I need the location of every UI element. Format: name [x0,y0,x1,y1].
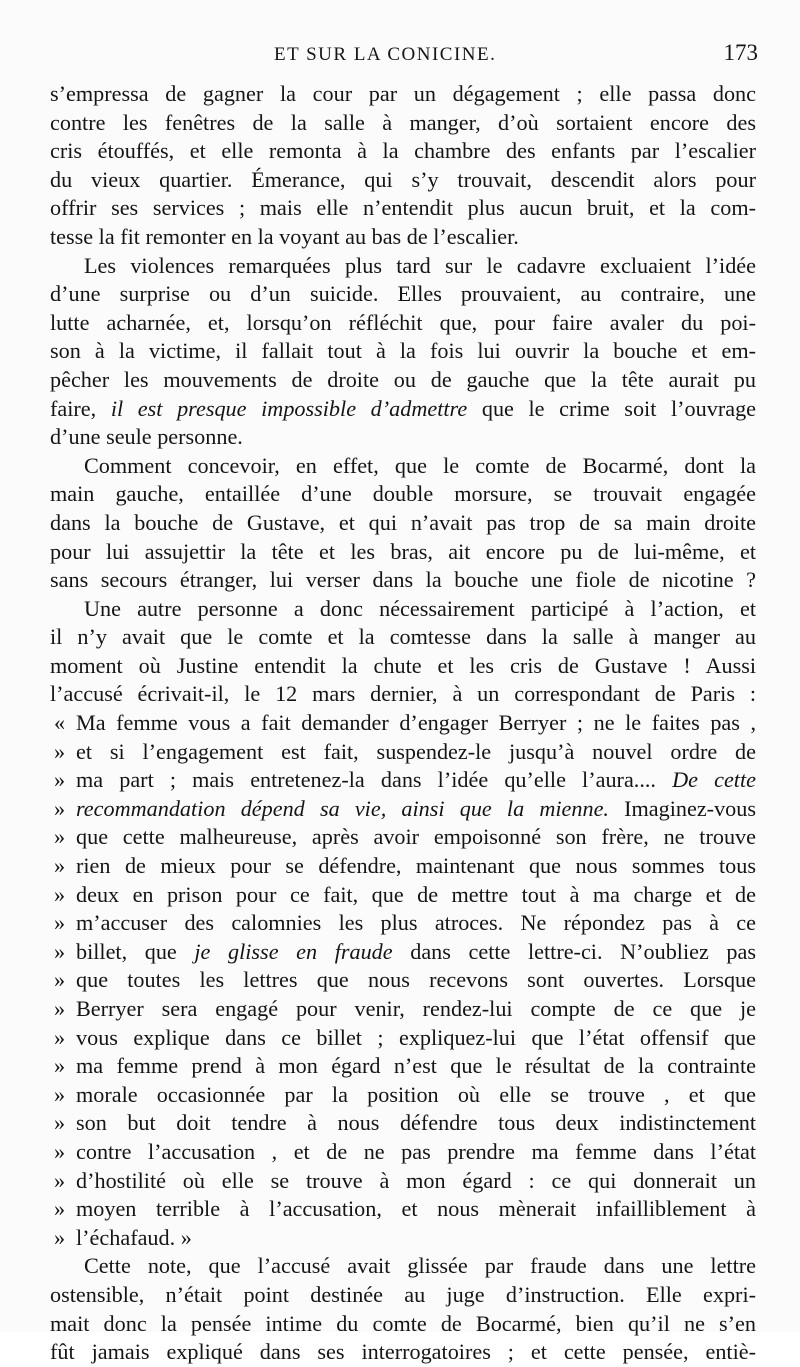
text-line [50,280,756,309]
quoted-line-text [76,766,756,795]
text-segment: moyen terrible à l’accusation, et nous mènerait infailliblement à [76,1196,756,1222]
text-segment: moment où Justine entendit la chute et les cris de Gustave ! Aussi [50,652,756,678]
text-line [50,109,756,138]
quoted-line-text [76,881,756,910]
text-segment: l’accusé écrivait-il, le 12 mars dernier, à un correspondant de Paris : [50,681,756,707]
quote-mark: » [54,1053,66,1079]
quoted-line-text [76,938,756,967]
text-segment: faire, [50,395,111,421]
quote-mark: » [54,1081,66,1107]
italic-text-segment: recommandation dépend sa vie, ainsi que la mienne. [76,795,609,821]
text-line [50,566,756,595]
text-line [50,1138,756,1167]
text-segment: morale occasionnée par la position où elle se trouve , et que [76,1081,756,1107]
text-segment: main gauche, entaillée d’une double morsure, se trouvait engagée [50,481,756,507]
text-line [50,480,756,509]
text-segment: contre les fenêtres de la salle à manger, d’où sortaient encore des [50,109,756,135]
text-segment: contre l’accusation , et de ne pas prendre ma femme dans l’état [76,1138,756,1164]
text-segment: pour lui assujettir la tête et les bras, ait encore pu de lui-même, et [50,538,756,564]
text-segment: sans secours étranger, lui verser dans la bouche une fiole de nicotine ? [50,567,756,593]
text-line [50,652,756,681]
quote-mark: » [54,767,66,793]
body-text [50,80,756,1367]
quoted-line-text [76,1195,756,1224]
text-line [50,1052,756,1081]
text-line [50,1024,756,1053]
text-line [50,452,756,481]
quoted-line-text [76,995,756,1024]
text-line [50,80,756,109]
quoted-line-text [76,1138,756,1167]
quoted-line-text [76,738,756,767]
quoted-line-text [76,852,756,881]
quote-mark: » [54,967,66,993]
quote-mark: » [54,1138,66,1164]
quote-mark: » [54,996,66,1021]
text-segment: tesse la fit remonter en la voyant au bas de l’escalier. [50,223,519,249]
quote-mark: » [54,853,66,879]
text-line [50,1109,756,1138]
text-line [50,1081,756,1110]
text-segment: que cette malheureuse, après avoir empoisonné son frère, ne trouve [76,824,756,850]
quote-mark: » [54,1167,66,1193]
text-segment: l’échafaud. » [76,1224,192,1250]
text-segment: offrir ses services ; mais elle n’entendit plus aucun bruit, et la com- [50,195,756,221]
quote-mark: » [54,1110,66,1136]
quoted-line-text [76,909,756,938]
italic-text-segment: il est presque impossible d’admettre [110,395,468,421]
text-segment: que toutes les lettres que nous recevons sont ouvertes. Lorsque [76,967,756,993]
text-segment: rien de mieux pour se défendre, maintenant que nous sommes tous [76,853,756,879]
text-segment: ma femme prend à mon égard n’est que le résultat de la contrainte [76,1053,756,1079]
text-line [50,1224,756,1253]
text-segment: pêcher les mouvements de droite ou de gauche que la tête aurait pu [50,366,756,392]
text-line [50,538,756,567]
italic-text-segment: De cette [672,767,756,793]
text-segment: Cette note, que l’accusé avait glissée par fraude dans une lettre [84,1253,756,1279]
text-segment: d’une seule personne. [50,424,243,450]
text-line [50,1167,756,1196]
quote-mark: » [54,1196,66,1222]
text-line [50,395,756,424]
text-segment: lutte acharnée, et, lorsqu’on réfléchit que, pour faire avaler du poi- [50,309,756,335]
text-line [50,223,756,252]
text-segment: du vieux quartier. Émerance, qui s’y trouvait, descendit alors pour [50,166,756,192]
quoted-line-text [76,709,756,738]
text-segment: Imaginez-vous [608,795,756,821]
text-line [50,194,756,223]
quote-mark: » [54,824,66,850]
quoted-line-text [76,1081,756,1110]
text-segment: Une autre personne a donc nécessairement participé à l’action, et [84,595,756,621]
text-line [50,252,756,281]
text-line [50,1310,756,1339]
text-line [50,995,756,1024]
text-line [50,909,756,938]
text-line [50,766,756,795]
text-line [50,509,756,538]
text-segment: vous explique dans ce billet ; expliquez-lui que l’état offensif que [76,1024,756,1050]
text-segment: son à la victime, il fallait tout à la fois lui ouvrir la bouche et em- [50,338,756,364]
text-line [50,823,756,852]
quoted-line-text [76,1052,756,1081]
text-segment: ma part ; mais entretenez-la dans l’idée qu’elle l’aura.... [76,767,673,793]
text-segment: cris étouffés, et elle remonta à la chambre des enfants par l’escalier [50,138,756,164]
text-segment: deux en prison pour ce fait, que de mettre tout à ma charge et de [76,881,756,907]
quote-mark: » [54,795,66,821]
text-segment: que le crime soit l’ouvrage [467,395,757,421]
text-segment: Comment concevoir, en effet, que le comte de Bocarmé, dont la [84,452,756,478]
text-segment: Ma femme vous a fait demander d’engager Berryer ; ne le faites pas , [76,710,756,736]
quoted-line-text [76,1167,756,1196]
quote-mark: » [54,738,66,764]
quote-mark: » [54,938,66,964]
text-line [50,366,756,395]
text-line [50,137,756,166]
page-header [52,38,762,74]
italic-text-segment: je glisse en fraude [194,938,393,964]
text-segment: dans cette lettre-ci. N’oubliez pas [392,938,756,964]
quote-mark: » [54,1024,66,1050]
quote-mark: » [54,881,66,907]
quote-mark: « [54,710,66,736]
quoted-line-text [76,1109,756,1138]
page-number: 173 [723,40,758,65]
text-line [50,938,756,967]
quoted-line-text [76,1024,756,1053]
quoted-line-text [76,823,756,852]
text-line [50,709,756,738]
text-line [50,1195,756,1224]
text-segment: et si l’engagement est fait, suspendez-le jusqu’à nouvel ordre de [76,738,756,764]
text-line [50,337,756,366]
text-segment: Les violences remarquées plus tard sur le cadavre excluaient l’idée [84,252,756,278]
text-line [50,738,756,767]
quoted-line-text [76,1224,756,1253]
text-line [50,1252,756,1281]
quoted-line-text [76,795,756,824]
quote-mark: » [54,910,66,936]
quote-mark: » [54,1224,66,1250]
text-segment: dans la bouche de Gustave, et qui n’avait pas trop de sa main droite [50,509,756,535]
text-segment: il n’y avait que le comte et la comtesse dans la salle à manger au [50,624,756,650]
text-line [50,852,756,881]
text-line [50,1281,756,1310]
text-line [50,166,756,195]
text-line [50,623,756,652]
quoted-line-text [76,966,756,995]
text-segment: m’accuser des calomnies les plus atroces. Ne répondez pas à ce [76,910,756,936]
text-segment: billet, que [76,938,195,964]
text-segment: Berryer sera engagé pour venir, rendez-lui compte de ce que je [76,996,756,1021]
text-line [50,595,756,624]
text-segment: ostensible, n’était point destinée au juge d’instruction. Elle expri- [50,1281,756,1307]
text-line [50,1338,756,1367]
text-line [50,881,756,910]
text-segment: s’empressa de gagner la cour par un dégagement ; elle passa donc [50,81,756,106]
text-segment: d’une surprise ou d’un suicide. Elles prouvaient, au contraire, une [50,281,756,307]
text-line [50,966,756,995]
text-line [50,795,756,824]
text-segment: son but doit tendre à nous défendre tous deux indistinctement [76,1110,756,1136]
text-segment: fût jamais expliqué dans ses interrogatoires ; et cette pensée, entiè- [50,1339,756,1365]
text-line [50,309,756,338]
text-segment: mait donc la pensée intime du comte de Bocarmé, bien qu’il ne s’en [50,1310,756,1336]
text-line [50,423,756,452]
text-line [50,680,756,709]
text-segment: d’hostilité où elle se trouve à mon égard : ce qui donnerait un [76,1167,756,1193]
running-title: ET SUR LA CONICINE. [274,44,497,65]
